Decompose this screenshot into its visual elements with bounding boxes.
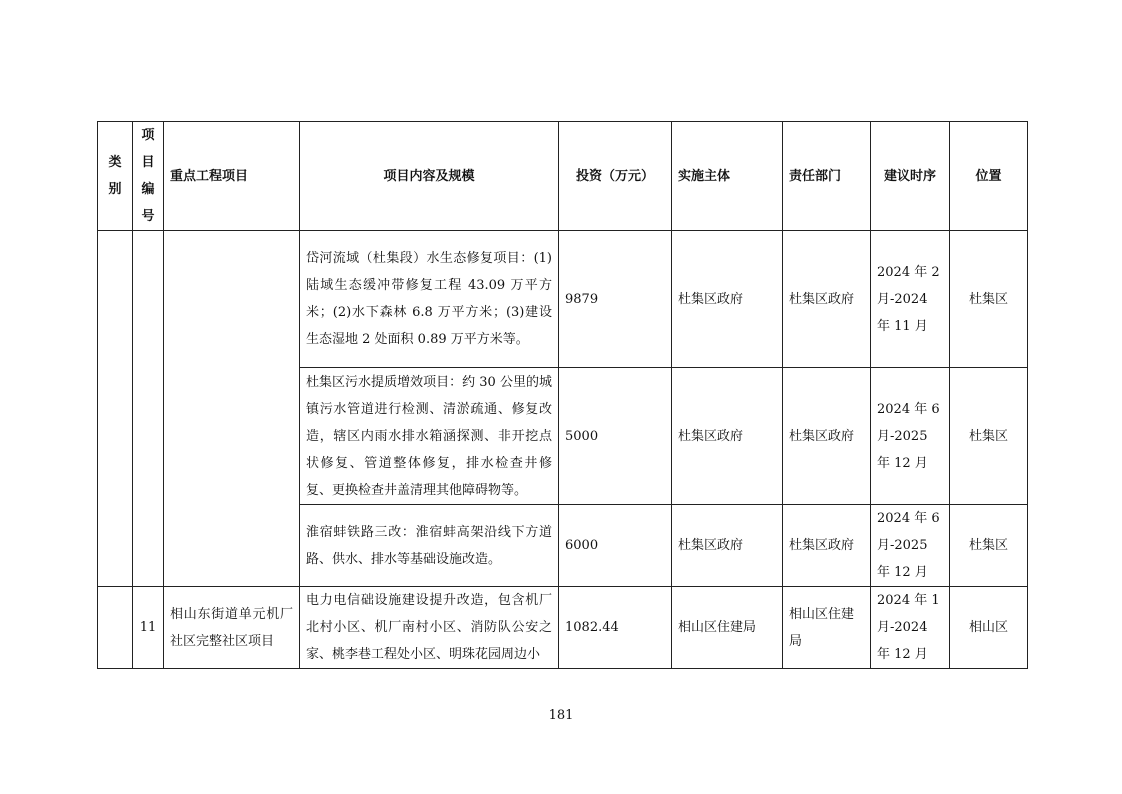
header-department: 责任部门 [783,122,871,231]
entity-cell: 相山区住建局 [672,587,783,669]
category-cell [98,231,133,587]
entity-cell: 杜集区政府 [672,368,783,505]
vertical-char: 类 [108,155,122,170]
header-row [98,122,1028,231]
vertical-char: 编 [141,182,155,197]
project-no-cell: 11 [133,587,164,669]
investment-cell: 9879 [559,231,672,368]
content-cell: 电力电信础设施建设提升改造，包含机厂北村小区、机厂南村小区、消防队公安之家、桃李巷工程处小区、明珠花园周边小 [300,587,559,669]
project-table [97,121,1028,669]
header-timeline: 建议时序 [871,122,950,231]
vertical-char: 号 [141,209,155,224]
page-number: 181 [548,708,574,723]
location-cell: 杜集区 [950,505,1028,587]
content-cell: 淮宿蚌铁路三改：淮宿蚌高架沿线下方道路、供水、排水等基础设施改造。 [300,505,559,587]
vertical-text [139,122,157,230]
header-entity: 实施主体 [672,122,783,231]
timeline-cell: 2024 年 2 月-2024 年 11 月 [871,231,950,368]
vertical-char: 目 [141,155,155,170]
investment-cell: 5000 [559,368,672,505]
table-row [98,231,1028,368]
header-location: 位置 [950,122,1028,231]
entity-cell: 杜集区政府 [672,231,783,368]
header-investment: 投资（万元） [559,122,672,231]
location-cell: 杜集区 [950,231,1028,368]
table-row [98,587,1028,669]
department-cell: 杜集区政府 [783,505,871,587]
header-project-no [133,122,164,231]
vertical-char: 别 [108,182,122,197]
timeline-cell: 2024 年 1 月-2024 年 12 月 [871,587,950,669]
timeline-cell: 2024 年 6 月-2025 年 12 月 [871,505,950,587]
entity-cell: 杜集区政府 [672,505,783,587]
content-cell: 岱河流域（杜集段）水生态修复项目：(1)陆域生态缓冲带修复工程 43.09 万平方米；(2)水下森林 6.8 万平方米；(3)建设生态湿地 2 处面积 0.89 万平方米等。 [300,231,559,368]
content-cell: 杜集区污水提质增效项目：约 30 公里的城镇污水管道进行检测、清淤疏通、修复改造，辖区内雨水排水箱涵探测、非开挖点状修复、管道整体修复，排水检查井修复、更换检查井盖清理其他障碍物等。 [300,368,559,505]
header-category [98,122,133,231]
investment-cell: 1082.44 [559,587,672,669]
key-project-cell: 相山东街道单元机厂社区完整社区项目 [164,587,300,669]
key-project-cell [164,231,300,587]
investment-cell: 6000 [559,505,672,587]
department-cell: 相山区住建局 [783,587,871,669]
project-no-cell [133,231,164,587]
department-cell: 杜集区政府 [783,231,871,368]
header-key-project: 重点工程项目 [164,122,300,231]
location-cell: 相山区 [950,587,1028,669]
header-content: 项目内容及规模 [300,122,559,231]
timeline-cell: 2024 年 6 月-2025 年 12 月 [871,368,950,505]
category-cell [98,587,133,669]
vertical-text [104,149,126,203]
vertical-char: 项 [141,128,155,143]
location-cell: 杜集区 [950,368,1028,505]
department-cell: 杜集区政府 [783,368,871,505]
